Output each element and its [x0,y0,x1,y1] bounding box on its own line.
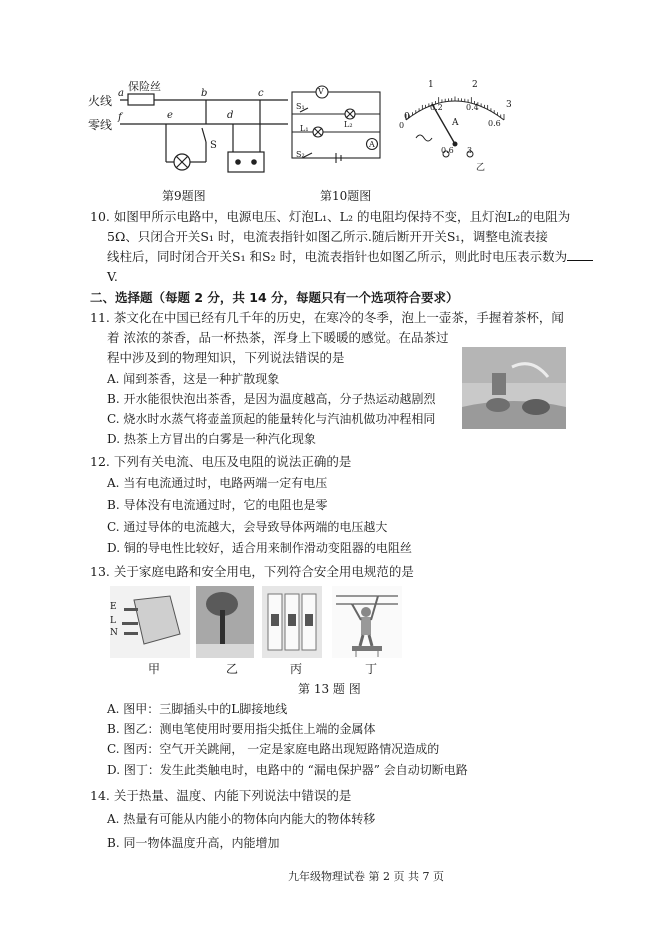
ammeter-label: A [369,140,375,149]
fig9-caption: 第9题图 [162,189,206,203]
fig10-caption: 第10题图 [320,189,372,203]
s1-label: S₁ [296,102,305,111]
q11-option-a: A. 闻到茶香，这是一种扩散现象 [107,372,280,386]
plug-image [110,586,190,658]
plug-letter-e: E [110,602,117,612]
page-footer: 九年级物理试卷 第 2 页 共 7 页 [288,870,444,883]
point-b-label: b [201,88,208,99]
q10-line2: 5Ω、只闭合开关S₁ 时，电流表指针如图乙所示.随后断开开关S₁，调整电流表接 [107,229,548,244]
l2-label: L₂ [344,120,353,129]
plug-letter-l: L [110,616,116,626]
meter-unit: A [452,118,459,128]
s2-label: S₂ [296,150,305,159]
q13-option-d: D. 图丁：发生此类触电时，电路中的 “漏电保护器” 会自动切断电路 [107,763,468,777]
fig13-caption: 第 13 题 图 [298,682,361,696]
q10-line3-text: 线柱后，同时闭合开关S₁ 和S₂ 时，电流表指针也如图乙所示，则此时电压表示数为 [107,249,568,264]
point-d-label: d [227,110,234,121]
tea-photo [462,347,566,429]
switch-s-label: S [210,140,217,151]
scale-bottom-06: 0.6 [488,119,501,128]
fire-wire-label: 火线 [88,94,113,108]
air-switch-image [262,586,322,658]
scale-bottom-02: 0.2 [430,103,443,112]
q12-option-c: C. 通过导体的电流越大，会导致导体两端的电压越大 [107,520,388,534]
q13-option-a: A. 图甲：三脚插头中的L脚接地线 [107,702,288,716]
q14-option-b: B. 同一物体温度升高，内能增加 [107,836,280,850]
q14-option-a: A. 热量有可能从内能小的物体向内能大的物体转移 [107,812,376,826]
scale-top-1: 1 [428,80,434,90]
point-a-label: a [118,88,124,99]
sub-label-bing: 丙 [290,662,303,676]
q11-option-c: C. 烧水时水蒸气将壶盖顶起的能量转化与汽油机做功冲程相同 [107,412,436,426]
q12-option-b: B. 导体没有电流通过时，它的电阻也是零 [107,498,328,512]
fig10-sub-label-yi: 乙 [476,163,486,173]
q11-line1: 11. 茶文化在中国已经有几千年的历史，在寒冷的冬季，泡上一壶茶，手握着茶杯，闻 [90,310,564,325]
q11-option-d: D. 热茶上方冒出的白雾是一种汽化现象 [107,432,316,446]
plug-letter-n: N [110,628,118,638]
l1-label: L₁ [300,124,309,133]
q11-line3: 程中涉及到的物理知识，下列说法错误的是 [107,350,345,365]
scale-top-3: 3 [506,100,512,110]
section-2-heading: 二、选择题（每题 2 分，共 14 分，每题只有一个选项符合要求） [90,290,459,305]
q13-option-c: C. 图丙：空气开关跳闸， 一定是家庭电路出现短路情况造成的 [107,742,440,756]
q13-stem: 13. 关于家庭电路和安全用电，下列符合安全用电规范的是 [90,564,414,579]
q10-line3 [107,247,593,267]
point-c-label: c [258,88,264,99]
fuse-label: 保险丝 [128,80,161,93]
scale-bottom-0: 0 [399,121,405,130]
terminal-3: 3 [467,146,473,155]
q14-stem: 14. 关于热量、温度、内能下列说法中错误的是 [90,788,352,803]
point-e-label: e [167,110,173,121]
q13-option-b: B. 图乙：测电笔使用时要用指尖抵住上端的金属体 [107,722,376,736]
socket-icon [228,152,264,172]
q11-option-b: B. 开水能很快泡出茶香，是因为温度越高，分子热运动越剧烈 [107,392,436,406]
sub-label-yi: 乙 [226,662,239,676]
scale-bottom-04: 0.4 [466,103,479,112]
switch-blade [202,128,206,142]
q12-option-d: D. 铜的导电性比较好，适合用来制作滑动变阻器的电阻丝 [107,541,412,555]
q10-answer-blank[interactable] [567,248,593,261]
fuse-symbol [128,94,154,105]
q12-stem: 12. 下列有关电流、电压及电阻的说法正确的是 [90,454,352,469]
zero-wire-label: 零线 [88,118,113,132]
q10-line4: V. [107,269,118,284]
q10-line1: 10. 如图甲所示电路中，电源电压、灯泡L₁、L₂ 的电阻均保持不变，且灯泡L₂的电阻为 [90,209,571,224]
test-pen-image [196,586,254,658]
sub-label-jia: 甲 [148,662,161,676]
q12-option-a: A. 当有电流通过时，电路两端一定有电压 [107,476,328,490]
voltmeter-label: V [318,87,324,96]
terminal-06: 0.6 [441,146,454,155]
sub-label-ding: 丁 [365,662,378,676]
electric-shock-illustration [332,586,402,658]
scale-top-2: 2 [472,80,478,90]
scale-top-0: 0 [404,112,410,122]
point-f-label: f [118,112,122,123]
q11-line2: 着 浓浓的茶香，品一杯热茶，浑身上下暖暖的感觉。在品茶过 [107,330,449,345]
